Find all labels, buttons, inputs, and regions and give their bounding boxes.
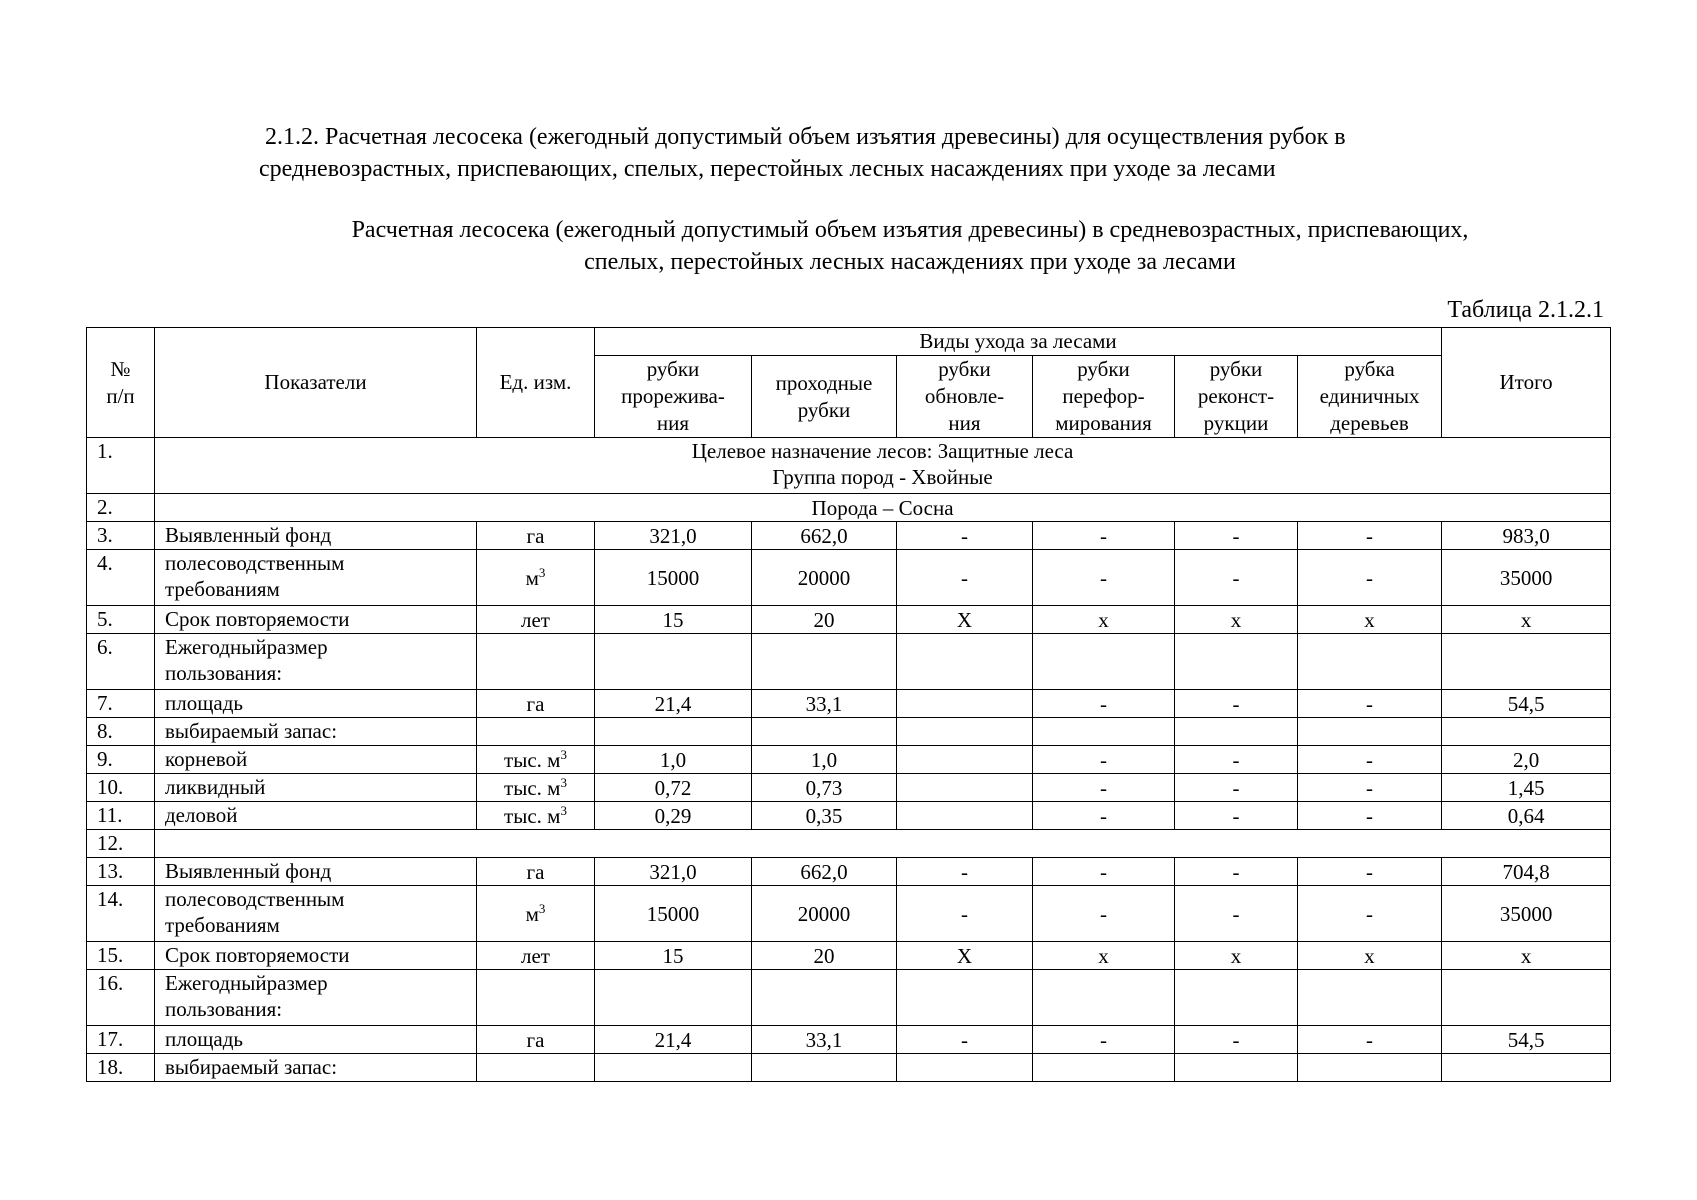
row-label: Срок повторяемости <box>155 942 477 970</box>
row-num: 15. <box>87 942 155 970</box>
cell <box>1442 718 1611 746</box>
row-unit: га <box>477 690 595 718</box>
cell: 33,1 <box>752 690 897 718</box>
tree-species: Порода – Сосна <box>155 494 1611 522</box>
section-heading <box>259 121 1605 185</box>
cell: 15000 <box>595 550 752 606</box>
row-unit: лет <box>477 606 595 634</box>
table-caption-line2: спелых, перестойных лесных насаждениях при уходе за лесами <box>584 249 1236 275</box>
cell: - <box>1175 522 1298 550</box>
row-label: Срок повторяемости <box>155 606 477 634</box>
cell <box>1033 634 1175 690</box>
row-num: 3. <box>87 522 155 550</box>
cell: 321,0 <box>595 858 752 886</box>
cell: - <box>1298 550 1442 606</box>
table-number: Таблица 2.1.2.1 <box>1447 297 1604 323</box>
cell: - <box>1175 1026 1298 1054</box>
table-row-section-1 <box>87 438 1611 494</box>
row-num: 8. <box>87 718 155 746</box>
row-num: 16. <box>87 970 155 1026</box>
row-label: Ежегодныйразмер пользования: <box>155 970 477 1026</box>
cell: х <box>1033 942 1175 970</box>
cell <box>1442 970 1611 1026</box>
cell <box>155 830 1611 858</box>
row-label: площадь <box>155 1026 477 1054</box>
table-row <box>87 970 1611 1026</box>
cell: - <box>1298 774 1442 802</box>
table-row <box>87 1054 1611 1082</box>
row-total: 1,45 <box>1442 774 1611 802</box>
header-reconstruction: рубки реконст- рукции <box>1175 356 1298 438</box>
row-label: Выявленный фонд <box>155 858 477 886</box>
cell: - <box>1298 886 1442 942</box>
cell <box>595 1054 752 1082</box>
row-num: 13. <box>87 858 155 886</box>
row-label: выбираемый запас: <box>155 718 477 746</box>
cell <box>1298 718 1442 746</box>
cell: - <box>897 1026 1033 1054</box>
cell <box>1033 718 1175 746</box>
cell <box>897 746 1033 774</box>
table-row <box>87 1026 1611 1054</box>
header-single-trees: рубка единичных деревьев <box>1298 356 1442 438</box>
cell <box>595 634 752 690</box>
row-label: полесоводственным требованиям <box>155 550 477 606</box>
cell: - <box>1298 690 1442 718</box>
row-label: корневой <box>155 746 477 774</box>
cell: - <box>1175 746 1298 774</box>
cell: - <box>1298 858 1442 886</box>
cell: х <box>1033 606 1175 634</box>
table-row <box>87 886 1611 942</box>
row-num: 4. <box>87 550 155 606</box>
row-total: 54,5 <box>1442 690 1611 718</box>
cell <box>595 718 752 746</box>
cell: - <box>1298 802 1442 830</box>
cell: - <box>1033 550 1175 606</box>
cell: 20000 <box>752 550 897 606</box>
header-reformation: рубки перефор- мирования <box>1033 356 1175 438</box>
cell <box>1175 1054 1298 1082</box>
cell: 15000 <box>595 886 752 942</box>
cell: - <box>897 858 1033 886</box>
cell: - <box>1033 1026 1175 1054</box>
cell: - <box>1175 774 1298 802</box>
row-unit: га <box>477 1026 595 1054</box>
table-row <box>87 690 1611 718</box>
cell: 21,4 <box>595 690 752 718</box>
cell: - <box>1298 522 1442 550</box>
row-total: 0,64 <box>1442 802 1611 830</box>
cell: - <box>1175 690 1298 718</box>
cell <box>897 802 1033 830</box>
table-row <box>87 802 1611 830</box>
cell: - <box>1033 886 1175 942</box>
cell: - <box>897 550 1033 606</box>
cell: - <box>897 522 1033 550</box>
row-label: выбираемый запас: <box>155 1054 477 1082</box>
cell: 0,73 <box>752 774 897 802</box>
cell <box>1298 970 1442 1026</box>
row-label: деловой <box>155 802 477 830</box>
row-label: Ежегодныйразмер пользования: <box>155 634 477 690</box>
row-unit: га <box>477 522 595 550</box>
table-row <box>87 942 1611 970</box>
section-heading-line1: 2.1.2. Расчетная лесосека (ежегодный допустимый объем изъятия древесины) для осуществления рубок в <box>265 124 1346 150</box>
cell <box>752 970 897 1026</box>
row-num: 1. <box>87 438 155 494</box>
cell: - <box>1298 1026 1442 1054</box>
cell <box>897 718 1033 746</box>
cell <box>1298 634 1442 690</box>
row-num: 18. <box>87 1054 155 1082</box>
row-num: 6. <box>87 634 155 690</box>
row-unit: га <box>477 858 595 886</box>
cell <box>1033 1054 1175 1082</box>
cell: - <box>1175 858 1298 886</box>
cell: 0,72 <box>595 774 752 802</box>
cell: 20000 <box>752 886 897 942</box>
cell <box>752 1054 897 1082</box>
row-unit: тыс. $м^3$ <box>477 802 595 830</box>
cell <box>1175 718 1298 746</box>
cell <box>897 634 1033 690</box>
cell: - <box>1033 522 1175 550</box>
cell: Х <box>897 942 1033 970</box>
row-unit: тыс. $м^3$ <box>477 746 595 774</box>
cell: - <box>1175 886 1298 942</box>
row-label: полесоводственным требованиям <box>155 886 477 942</box>
row-unit: $м^3$ <box>477 550 595 606</box>
cell: 21,4 <box>595 1026 752 1054</box>
row-total: х <box>1442 606 1611 634</box>
table-row <box>87 746 1611 774</box>
header-care-types: Виды ухода за лесами <box>595 328 1442 356</box>
table-row <box>87 606 1611 634</box>
cell: х <box>1175 606 1298 634</box>
cell <box>897 970 1033 1026</box>
cell <box>1033 970 1175 1026</box>
cell: - <box>1033 774 1175 802</box>
cell: - <box>1033 746 1175 774</box>
row-num: 17. <box>87 1026 155 1054</box>
cell: 0,29 <box>595 802 752 830</box>
row-total: 2,0 <box>1442 746 1611 774</box>
cell <box>477 634 595 690</box>
cell: 33,1 <box>752 1026 897 1054</box>
cell: - <box>1033 858 1175 886</box>
row-total: 35000 <box>1442 886 1611 942</box>
row-total: 54,5 <box>1442 1026 1611 1054</box>
table-row <box>87 718 1611 746</box>
cell <box>1442 1054 1611 1082</box>
table-row <box>87 634 1611 690</box>
felling-table <box>86 327 1611 1082</box>
row-num: 14. <box>87 886 155 942</box>
cell <box>752 718 897 746</box>
cell: 15 <box>595 942 752 970</box>
table-row <box>87 550 1611 606</box>
cell: х <box>1298 606 1442 634</box>
header-thinning: рубки прорежива- ния <box>595 356 752 438</box>
row-total: 35000 <box>1442 550 1611 606</box>
cell <box>897 774 1033 802</box>
cell <box>1175 970 1298 1026</box>
table-row <box>87 522 1611 550</box>
row-label: Выявленный фонд <box>155 522 477 550</box>
row-num: 2. <box>87 494 155 522</box>
cell <box>897 1054 1033 1082</box>
cell: 20 <box>752 606 897 634</box>
table-row <box>87 830 1611 858</box>
row-label: ликвидный <box>155 774 477 802</box>
row-num: 5. <box>87 606 155 634</box>
header-unit: Ед. изм. <box>477 328 595 438</box>
row-unit: тыс. $м^3$ <box>477 774 595 802</box>
cell <box>752 634 897 690</box>
section-heading-line2: средневозрастных, приспевающих, спелых, перестойных лесных насаждениях при уходе за лесами <box>259 156 1276 182</box>
cell <box>897 690 1033 718</box>
cell: Х <box>897 606 1033 634</box>
row-total: х <box>1442 942 1611 970</box>
cell: 20 <box>752 942 897 970</box>
row-num: 9. <box>87 746 155 774</box>
header-num: № п/п <box>87 328 155 438</box>
cell <box>1298 1054 1442 1082</box>
table-caption-line1: Расчетная лесосека (ежегодный допустимый объем изъятия древесины) в средневозрастных, приспевающих, <box>351 217 1469 243</box>
row-unit: лет <box>477 942 595 970</box>
header-total: Итого <box>1442 328 1611 438</box>
cell: - <box>1033 690 1175 718</box>
row-label: площадь <box>155 690 477 718</box>
cell: х <box>1298 942 1442 970</box>
cell: 1,0 <box>595 746 752 774</box>
cell <box>595 970 752 1026</box>
cell <box>477 1054 595 1082</box>
header-indicator: Показатели <box>155 328 477 438</box>
header-passage: проходные рубки <box>752 356 897 438</box>
row-unit: $м^3$ <box>477 886 595 942</box>
cell: - <box>1175 802 1298 830</box>
cell <box>477 970 595 1026</box>
header-row-1 <box>87 328 1611 356</box>
table-row-section-2 <box>87 494 1611 522</box>
cell: 15 <box>595 606 752 634</box>
cell: 321,0 <box>595 522 752 550</box>
cell: 1,0 <box>752 746 897 774</box>
cell: 662,0 <box>752 858 897 886</box>
row-num: 10. <box>87 774 155 802</box>
cell: - <box>1298 746 1442 774</box>
cell: - <box>897 886 1033 942</box>
row-num: 11. <box>87 802 155 830</box>
cell <box>1175 634 1298 690</box>
cell <box>1442 634 1611 690</box>
table-caption <box>220 214 1600 278</box>
cell: - <box>1175 550 1298 606</box>
table-row <box>87 858 1611 886</box>
table-row <box>87 774 1611 802</box>
cell <box>477 718 595 746</box>
row-num: 12. <box>87 830 155 858</box>
header-renewal: рубки обновле- ния <box>897 356 1033 438</box>
row-total: 704,8 <box>1442 858 1611 886</box>
cell: х <box>1175 942 1298 970</box>
row-total: 983,0 <box>1442 522 1611 550</box>
cell: 0,35 <box>752 802 897 830</box>
row-num: 7. <box>87 690 155 718</box>
forest-purpose: Целевое назначение лесов: Защитные леса Группа пород - Хвойные <box>155 438 1611 494</box>
cell: 662,0 <box>752 522 897 550</box>
cell: - <box>1033 802 1175 830</box>
